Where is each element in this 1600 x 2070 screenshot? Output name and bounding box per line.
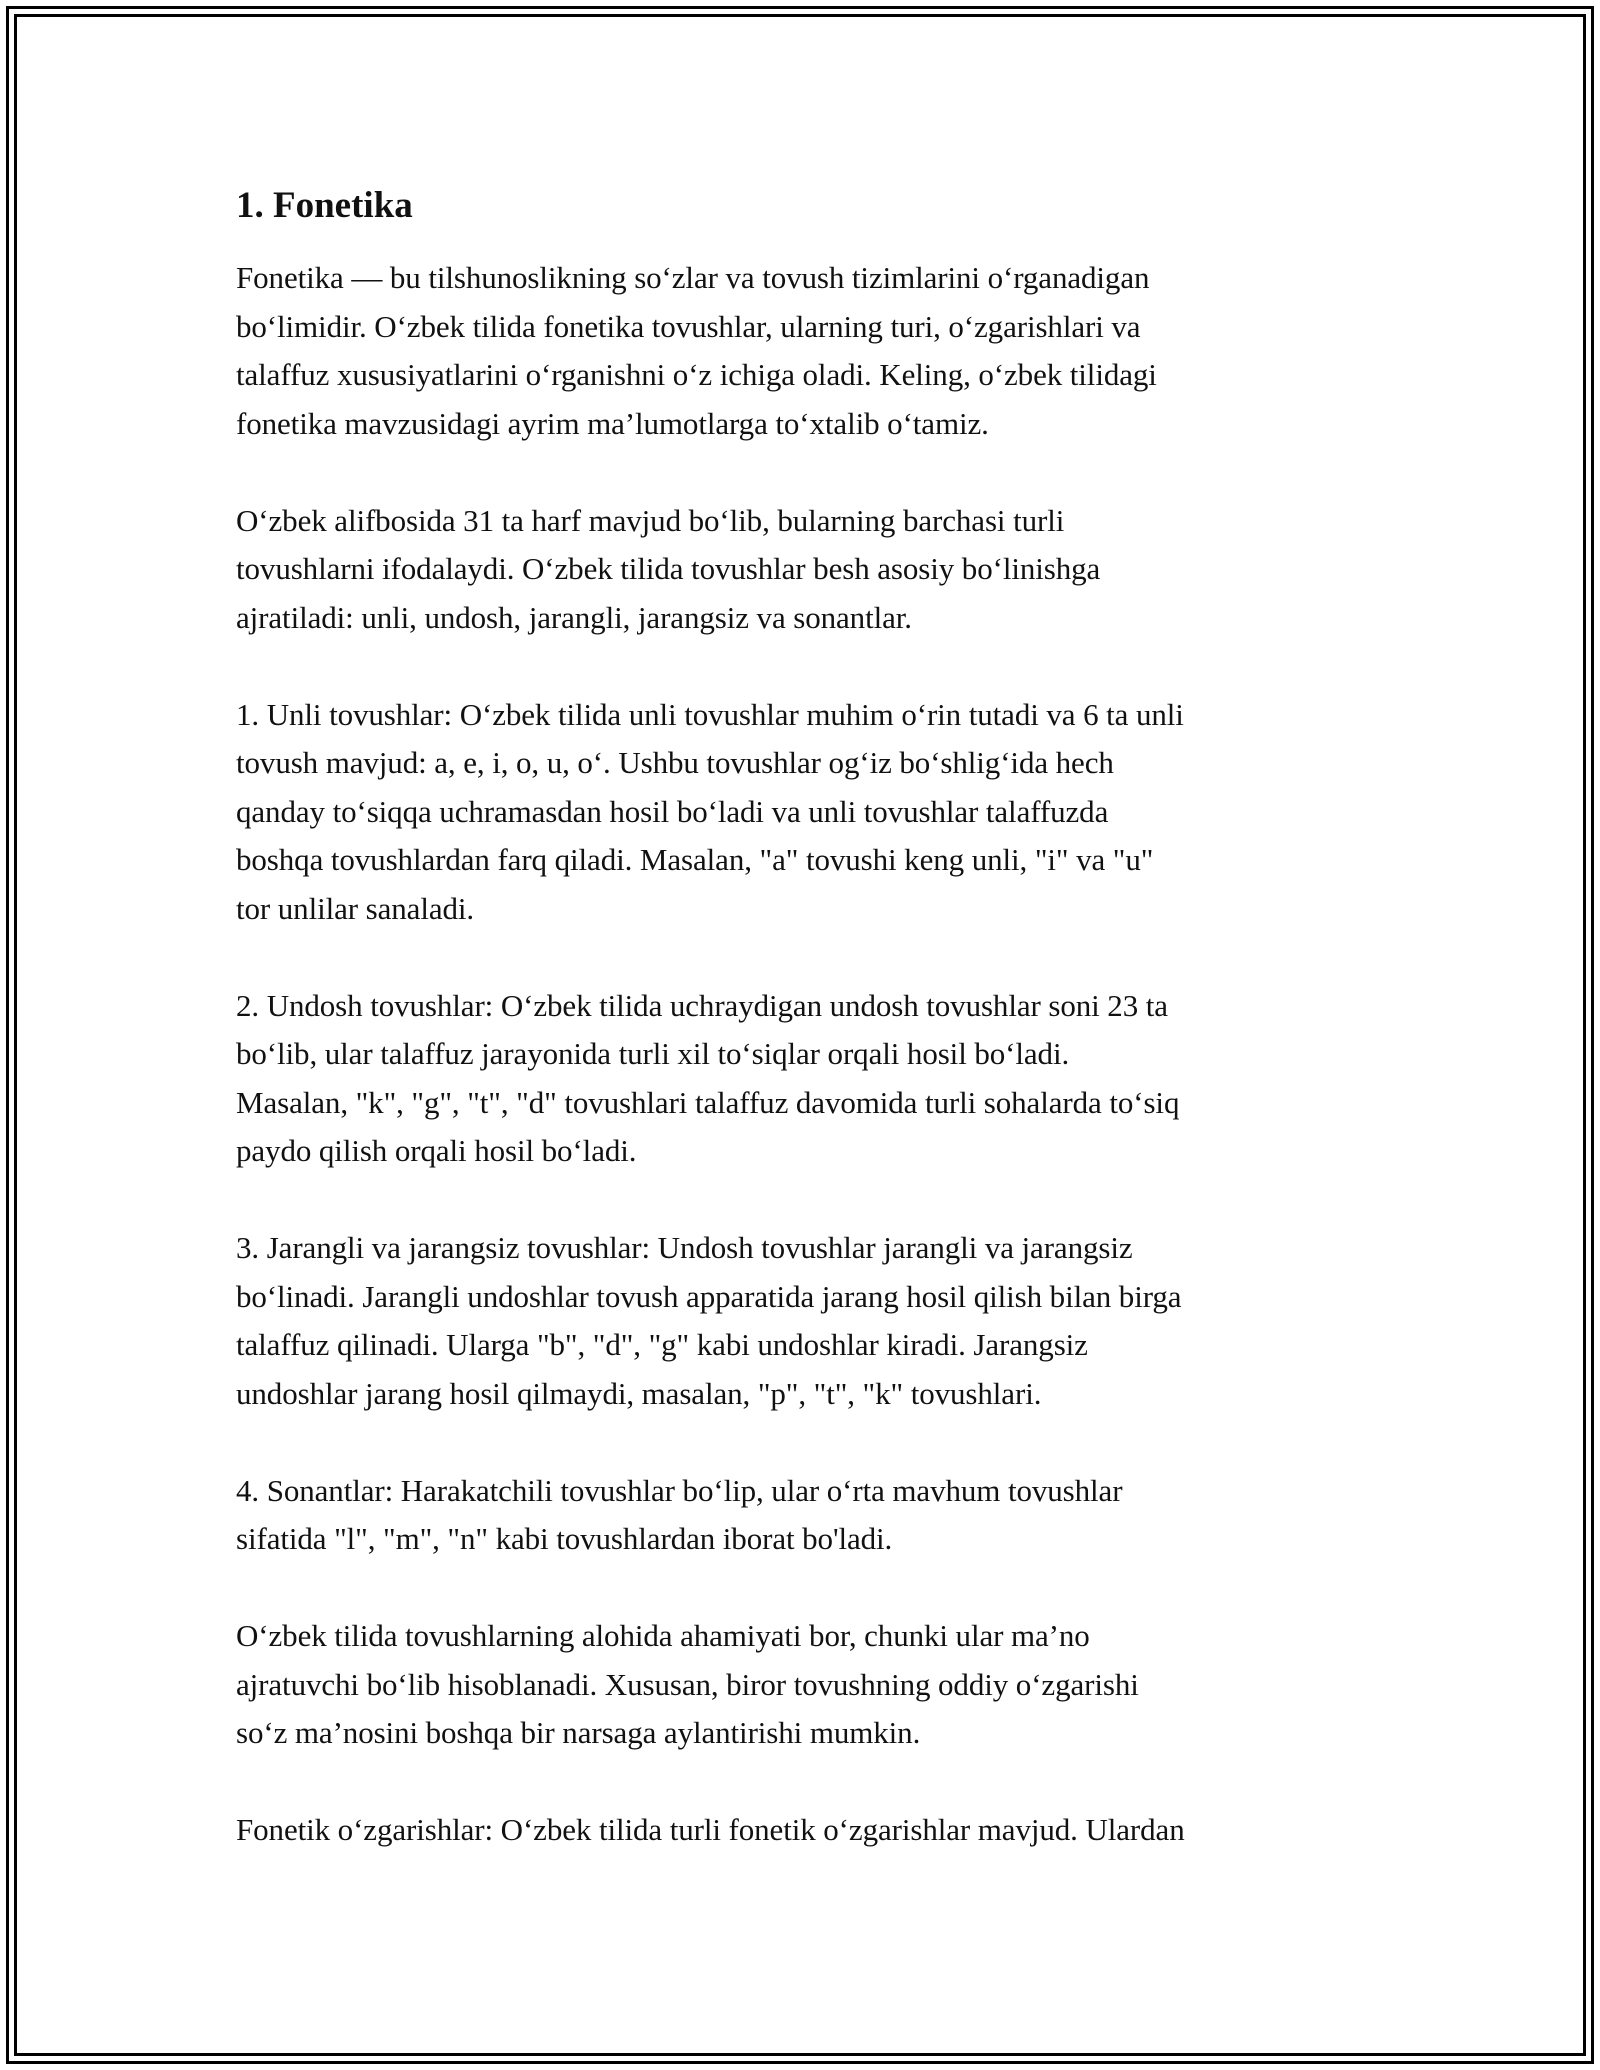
text-line: tor unlilar sanaladi. [236, 890, 475, 926]
paragraph-sonorants [236, 1467, 1371, 1564]
text-line: 1. Unli tovushlar: O‘zbek tilida unli tovushlar muhim o‘rin tutadi va 6 ta unli [236, 696, 1184, 732]
text-line: O‘zbek alifbosida 31 ta harf mavjud bo‘lib, bularning barchasi turli [236, 502, 1065, 538]
paragraph-phonetic-changes [236, 1806, 1371, 1855]
paragraph-voiced-voiceless [236, 1224, 1371, 1418]
document-title: 1. Fonetika [236, 185, 413, 226]
text-line: 4. Sonantlar: Harakatchili tovushlar bo‘lip, ular o‘rta mavhum tovushlar [236, 1472, 1123, 1508]
text-line: ajratuvchi bo‘lib hisoblanadi. Xususan, biror tovushning oddiy o‘zgarishi [236, 1666, 1139, 1702]
text-line: Masalan, "k", "g", "t", "d" tovushlari talaffuz davomida turli sohalarda to‘siq [236, 1084, 1180, 1120]
text-line: qanday to‘siqqa uchramasdan hosil bo‘ladi va unli tovushlar talaffuzda [236, 793, 1109, 829]
text-line: fonetika mavzusidagi ayrim ma’lumotlarga to‘xtalib o‘tamiz. [236, 405, 989, 441]
text-line: paydo qilish orqali hosil bo‘ladi. [236, 1133, 637, 1168]
text-line: tovush mavjud: a, e, i, o, u, o‘. Ushbu tovushlar og‘iz bo‘shlig‘ida hech [236, 745, 1114, 780]
text-line: Fonetik o‘zgarishlar: O‘zbek tilida turli fonetik o‘zgarishlar mavjud. Ulardan [236, 1812, 1185, 1847]
paragraph-vowels [236, 691, 1371, 934]
document-body [236, 182, 1371, 1903]
paragraph-consonants [236, 982, 1371, 1176]
text-line: sifatida "l", "m", "n" kabi tovushlardan iborat bo'ladi. [236, 1521, 893, 1556]
text-line: ajratiladi: unli, undosh, jarangli, jarangsiz va sonantlar. [236, 599, 912, 635]
text-line: boshqa tovushlardan farq qiladi. Masalan, "a" tovushi keng unli, "i" va "u" [236, 842, 1154, 877]
text-line: undoshlar jarang hosil qilmaydi, masalan, "p", "t", "k" tovushlari. [236, 1375, 1042, 1411]
paragraph-importance [236, 1612, 1371, 1758]
text-line: bo‘lib, ular talaffuz jarayonida turli xil to‘siqlar orqali hosil bo‘ladi. [236, 1036, 1070, 1071]
text-line: O‘zbek tilida tovushlarning alohida ahamiyati bor, chunki ular ma’no [236, 1618, 1090, 1653]
text-line: talaffuz xususiyatlarini o‘rganishni o‘z ichiga oladi. Keling, o‘zbek tilidagi [236, 357, 1157, 392]
paragraph-intro [236, 254, 1371, 448]
text-line: bo‘limidir. O‘zbek tilida fonetika tovushlar, ularning turi, o‘zgarishlari va [236, 308, 1141, 344]
text-line: bo‘linadi. Jarangli undoshlar tovush apparatida jarang hosil qilish bilan birga [236, 1278, 1182, 1314]
text-line: 3. Jarangli va jarangsiz tovushlar: Undosh tovushlar jarangli va jarangsiz [236, 1230, 1133, 1265]
text-line: so‘z ma’nosini boshqa bir narsaga aylantirishi mumkin. [236, 1715, 921, 1750]
text-line: tovushlarni ifodalaydi. O‘zbek tilida tovushlar besh asosiy bo‘linishga [236, 551, 1101, 586]
text-line: Fonetika — bu tilshunoslikning so‘zlar va tovush tizimlarini o‘rganadigan [236, 260, 1150, 295]
text-line: 2. Undosh tovushlar: O‘zbek tilida uchraydigan undosh tovushlar soni 23 ta [236, 987, 1168, 1023]
paragraph-alphabet [236, 497, 1371, 643]
text-line: talaffuz qilinadi. Ularga "b", "d", "g" kabi undoshlar kiradi. Jarangsiz [236, 1327, 1088, 1362]
